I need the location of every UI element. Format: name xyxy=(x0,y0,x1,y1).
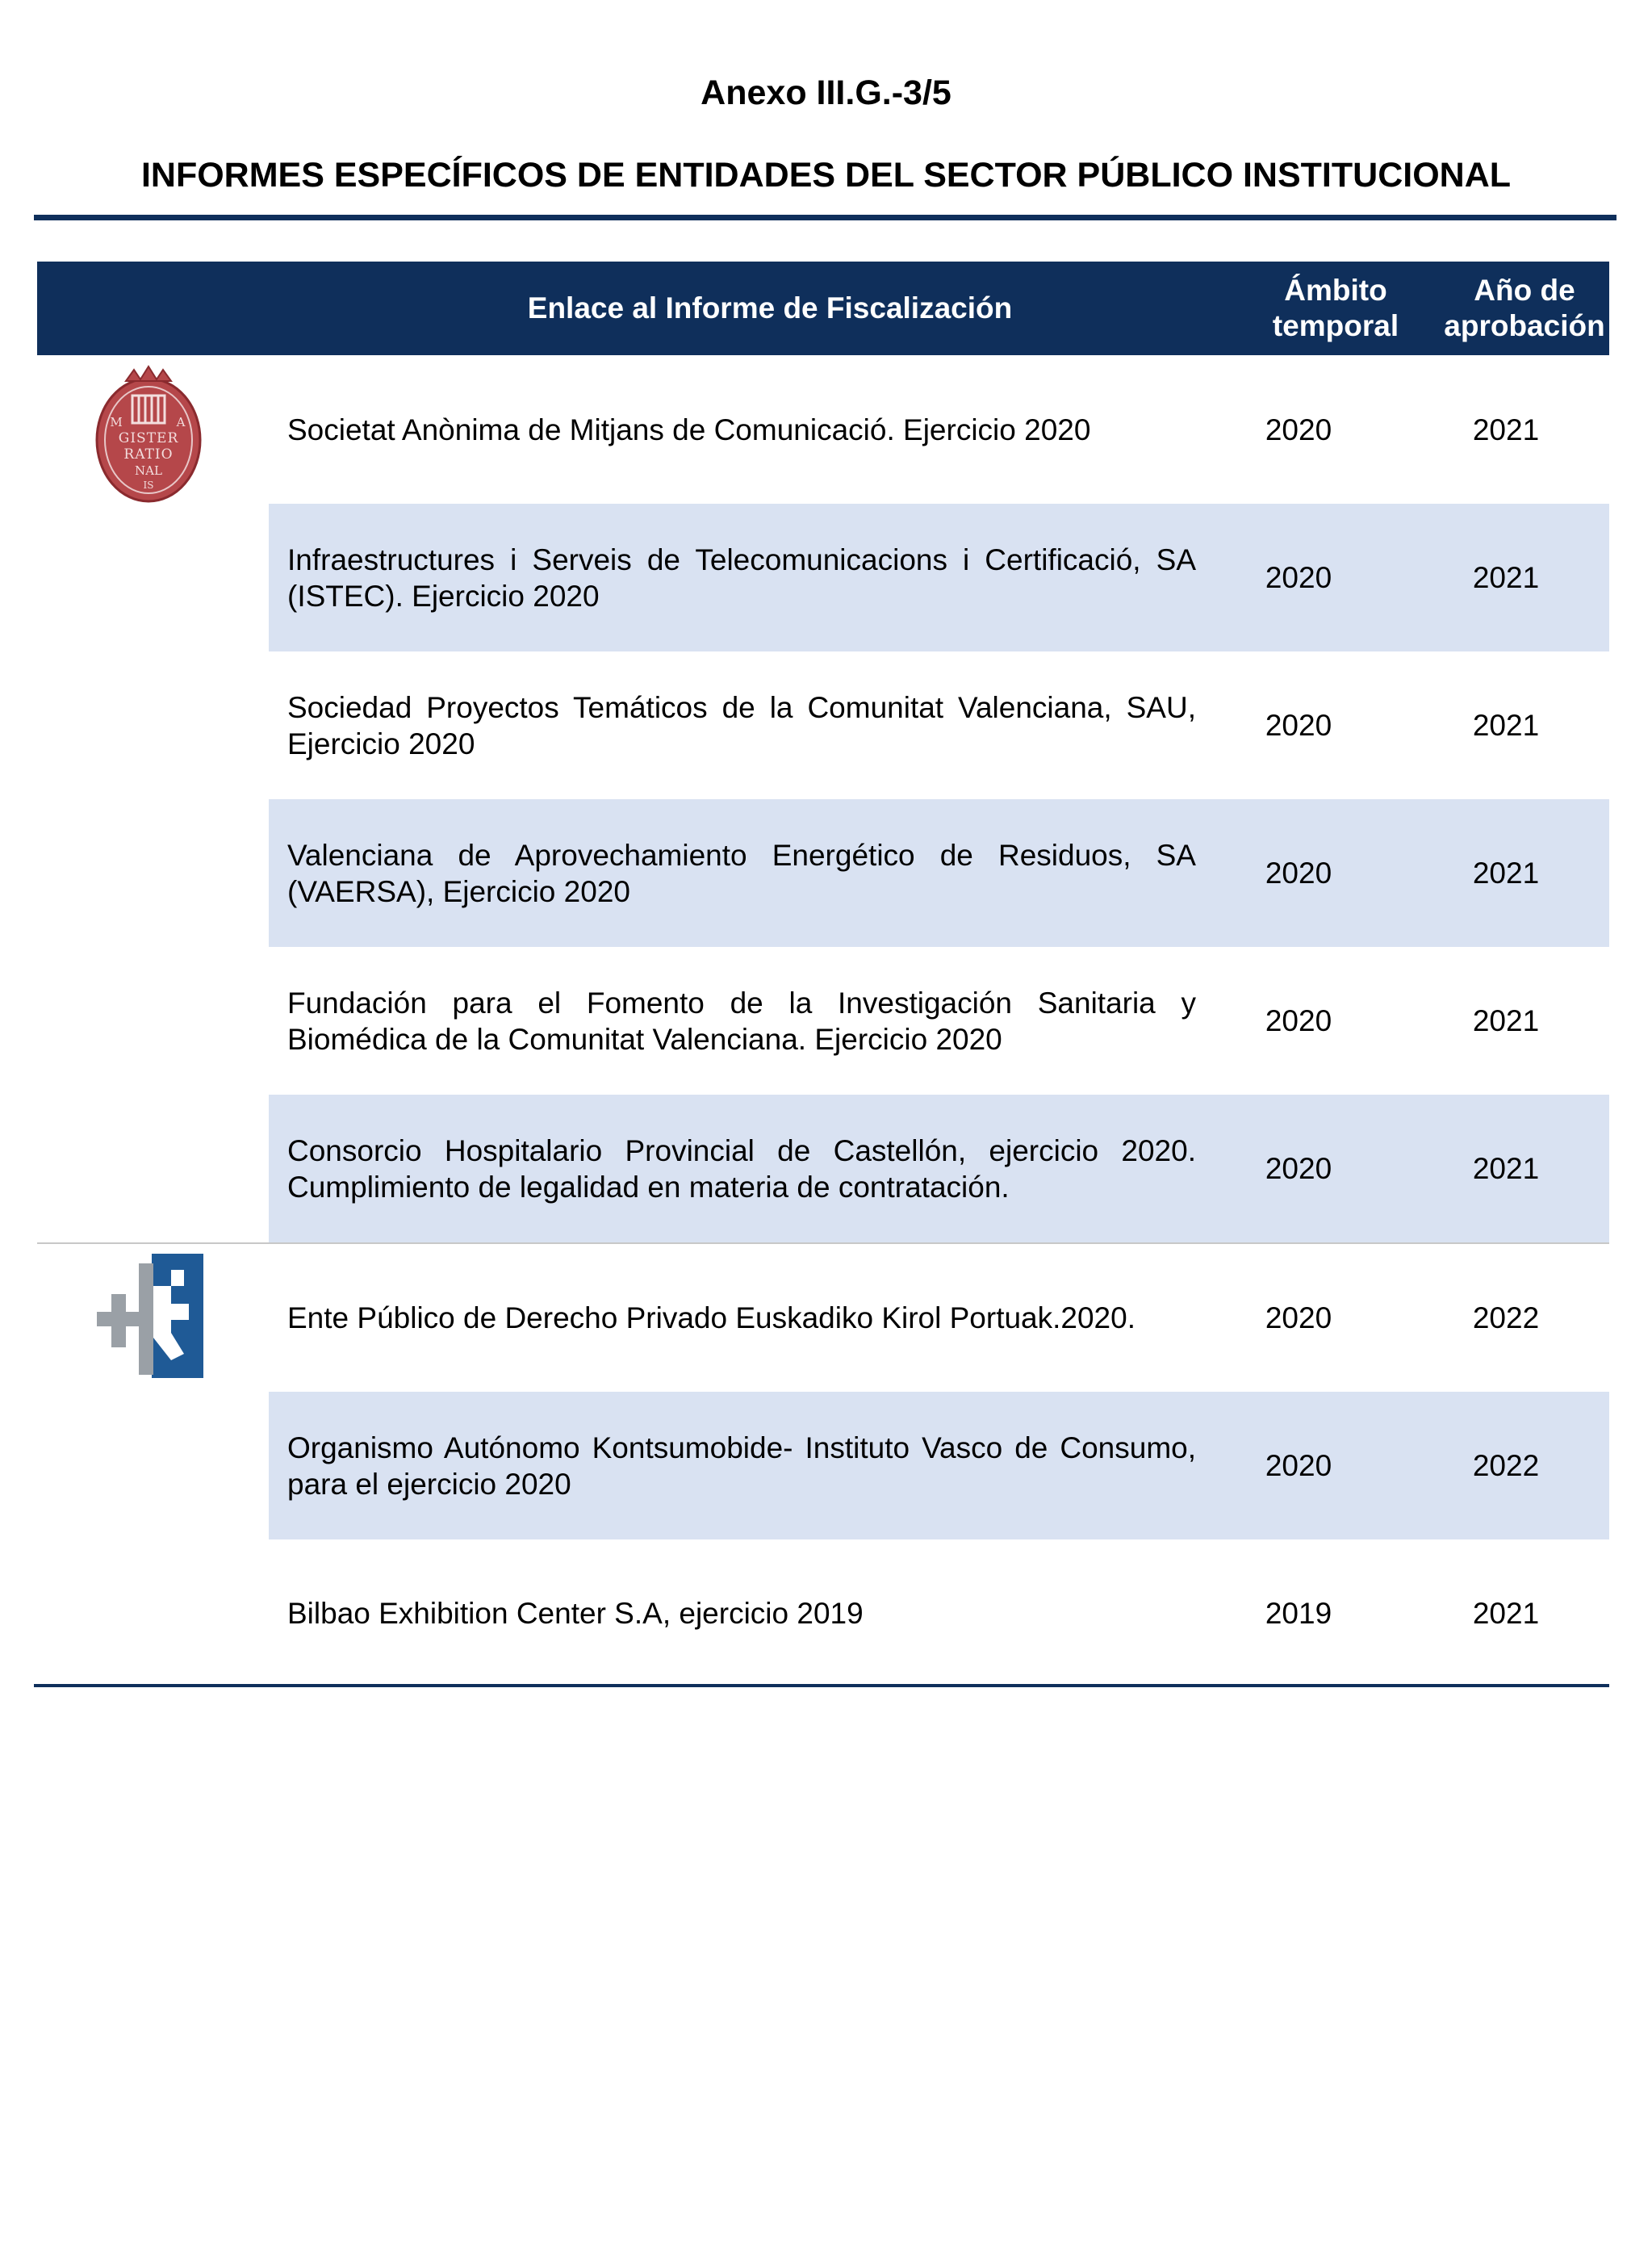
scope-cell: 2019 xyxy=(1265,1596,1332,1630)
svg-text:A: A xyxy=(176,415,186,429)
report-link[interactable]: Organismo Autónomo Kontsumobide- Instituto Vasco de Consumo, para el ejercicio 2020 xyxy=(287,1430,1196,1501)
svg-text:RATIO: RATIO xyxy=(123,446,174,463)
column-header-year-line2: aprobación xyxy=(1444,309,1605,342)
report-link[interactable]: Sociedad Proyectos Temáticos de la Comunitat Valenciana, SAU, Ejercicio 2020 xyxy=(287,690,1196,760)
approval-year-cell: 2022 xyxy=(1472,1448,1540,1482)
approval-year-cell: 2021 xyxy=(1472,560,1540,594)
approval-year-cell: 2022 xyxy=(1472,1301,1540,1334)
approval-year-cell: 2021 xyxy=(1472,1003,1540,1037)
column-header-scope-line2: temporal xyxy=(1272,309,1399,342)
table-row xyxy=(269,504,1609,651)
svg-text:GISTER: GISTER xyxy=(118,430,179,446)
scope-cell: 2020 xyxy=(1265,413,1332,446)
report-link[interactable]: Societat Anònima de Mitjans de Comunicació. Ejercicio 2020 xyxy=(287,413,1091,446)
scope-cell: 2020 xyxy=(1265,1448,1332,1482)
column-header-year-line1: Año de xyxy=(1474,274,1575,307)
table-row xyxy=(269,799,1609,947)
table-header xyxy=(37,262,1609,355)
table-bottom-rule xyxy=(34,1684,1609,1687)
table-row xyxy=(269,356,1609,504)
column-header-approval-year xyxy=(1440,262,1609,355)
svg-text:NAL: NAL xyxy=(135,463,162,478)
column-header-link: Enlace al Informe de Fiscalización xyxy=(527,291,1013,325)
report-link[interactable]: Infraestructures i Serveis de Telecomunicacions i Certificació, SA (ISTEC). Ejercicio 2020 xyxy=(287,542,1196,613)
scope-cell: 2020 xyxy=(1265,560,1332,594)
table-row xyxy=(269,1539,1609,1687)
report-link[interactable]: Consorcio Hospitalario Provincial de Castellón, ejercicio 2020. Cumplimiento de legalidad en materia de contratación. xyxy=(287,1133,1196,1204)
table-row xyxy=(269,1095,1609,1242)
scope-cell: 2020 xyxy=(1265,1301,1332,1334)
scope-cell: 2020 xyxy=(1265,1003,1332,1037)
approval-year-cell: 2021 xyxy=(1472,413,1540,446)
page-title: INFORMES ESPECÍFICOS DE ENTIDADES DEL SECTOR PÚBLICO INSTITUCIONAL xyxy=(140,156,1512,195)
tribunal-vasco-logo-icon xyxy=(94,1254,207,1378)
title-divider xyxy=(34,215,1616,220)
table-row xyxy=(269,947,1609,1095)
approval-year-cell: 2021 xyxy=(1472,1151,1540,1185)
report-link[interactable]: Valenciana de Aprovechamiento Energético de Residuos, SA (VAERSA), Ejercicio 2020 xyxy=(287,838,1196,908)
table-row xyxy=(269,1244,1609,1392)
column-header-scope xyxy=(1232,262,1440,355)
scope-cell: 2020 xyxy=(1265,856,1332,890)
approval-year-cell: 2021 xyxy=(1472,856,1540,890)
approval-year-cell: 2021 xyxy=(1472,708,1540,742)
scope-cell: 2020 xyxy=(1265,708,1332,742)
table-row xyxy=(269,1392,1609,1539)
report-link[interactable]: Fundación para el Fomento de la Investigación Sanitaria y Biomédica de la Comunitat Valenciana. Ejercicio 2020 xyxy=(287,986,1196,1056)
annex-title: Anexo III.G.-3/5 xyxy=(701,73,951,112)
sindicatura-seal-icon xyxy=(94,363,203,504)
table-row xyxy=(269,651,1609,799)
scope-cell: 2020 xyxy=(1265,1151,1332,1185)
svg-text:M: M xyxy=(110,415,123,429)
report-link[interactable]: Bilbao Exhibition Center S.A, ejercicio 2019 xyxy=(287,1597,864,1630)
report-link[interactable]: Ente Público de Derecho Privado Euskadiko Kirol Portuak.2020. xyxy=(287,1301,1135,1334)
column-header-scope-line1: Ámbito xyxy=(1284,274,1387,307)
svg-text:IS: IS xyxy=(143,480,154,491)
approval-year-cell: 2021 xyxy=(1472,1596,1540,1630)
